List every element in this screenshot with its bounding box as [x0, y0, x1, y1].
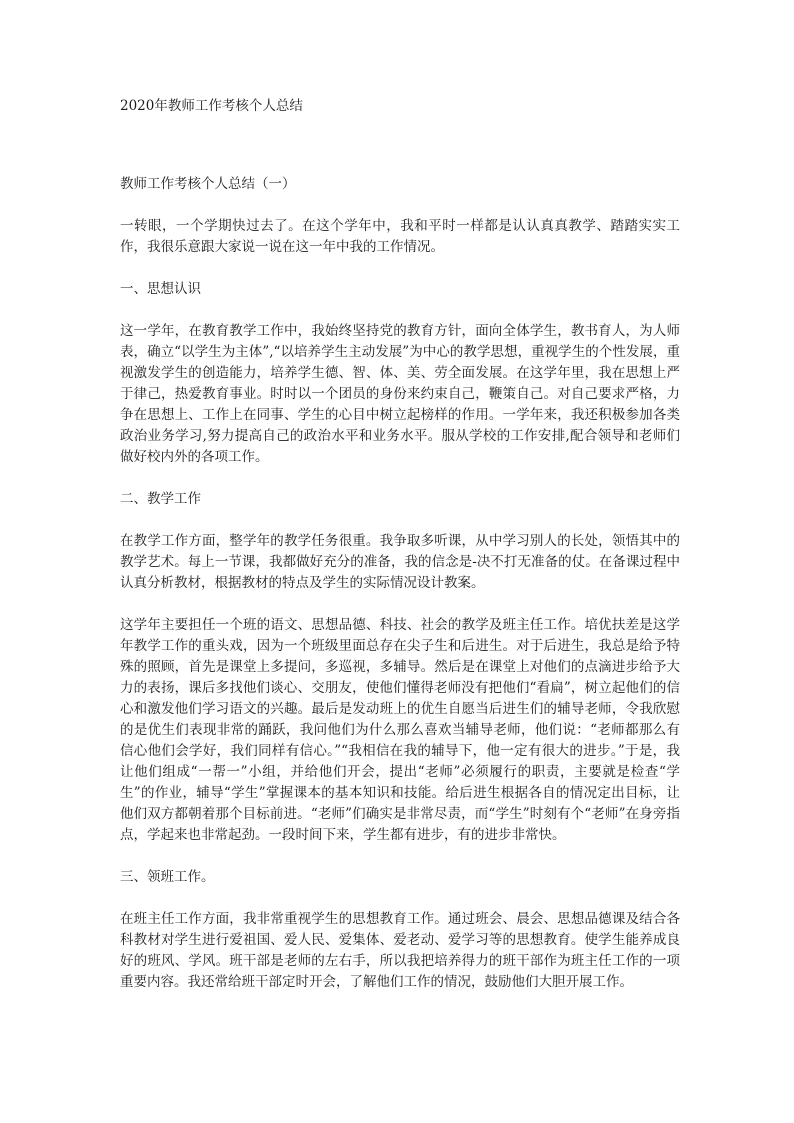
intro-paragraph: 一转眼，一个学期快过去了。在这个学年中，我和平时一样都是认认真真教学、踏踏实实工作，我很乐意跟大家说一说在这一年中我的工作情况。 [120, 218, 680, 255]
section-teaching-paragraph-1: 在教学工作方面，整学年的教学任务很重。我争取多听课，从中学习别人的长处，领悟其中的教学艺术。每上一节课，我都做好充分的准备，我的信念是-决不打无准备的仗。在备课过程中认真分析教材，根据教材的特点及学生的实际情况设计教案。 [120, 533, 680, 591]
section-teaching-paragraph-2: 这学年主要担任一个班的语文、思想品德、科技、社会的教学及班主任工作。培优扶差是这学年教学工作的重头戏，因为一个班级里面总存在尖子生和后进生。对于后进生，我总是给予特殊的照顾，首先是课堂上多提问，多巡视，多辅导。然后是在课堂上对他们的点滴进步给予大力的表扬，课后多找他们谈心、交朋友，使他们懂得老师没有把他们“看扁”，树立起他们的信心和激发他们学习语文的兴趣。最后是发动班上的优生自愿当后进生们的辅导老师，令我欣慰的是优生们表现非常的踊跃，我问他们为什么那么喜欢当辅导老师，他们说：“老师都那么有信心他们会学好，我们同样有信心。”“我相信在我的辅导下，他一定有很大的进步。”于是，我让他们组成“一帮一”小组，并给他们开会，提出“老师”必须履行的职责，主要就是检查“学生”的作业，辅导“学生”掌握课本的基本知识和技能。给后进生根据各自的情况定出目标，让他们双方都朝着那个目标前进。“老师”们确实是非常尽责，而“学生”时刻有个“老师”在身旁指点，学起来也非常起劲。一段时间下来，学生都有进步，有的进步非常快。 [120, 617, 680, 843]
section-thought-paragraph: 这一学年，在教育教学工作中，我始终坚持党的教育方针，面向全体学生，教书育人，为人师表，确立“以学生为主体”,“以培养学生主动发展”为中心的教学思想，重视学生的个性发展，重视激发学生的创造能力，培养学生德、智、体、美、劳全面发展。在这学年里，我在思想上严于律己，热爱教育事业。时时以一个团员的身份来约束自己，鞭策自己。对自己要求严格，力争在思想上、工作上在同事、学生的心目中树立起榜样的作用。一学年来，我还积极参加各类政治业务学习,努力提高自己的政治水平和业务水平。服从学校的工作安排,配合领导和老师们做好校内外的各项工作。 [120, 323, 680, 465]
document-subtitle: 教师工作考核个人总结（一） [120, 176, 296, 192]
section-heading-thought: 一、思想认识 [120, 281, 201, 297]
section-class-leading-paragraph: 在班主任工作方面，我非常重视学生的思想教育工作。通过班会、晨会、思想品德课及结合各科教材对学生进行爱祖国、爱人民、爱集体、爱老动、爱学习等的思想教育。使学生能养成良好的班风、学风。班干部是老师的左右手，所以我把培养得力的班干部作为班主任工作的一项重要内容。我还常给班干部定时开会，了解他们工作的情况，鼓励他们大胆开展工作。 [120, 911, 680, 990]
document-body [120, 174, 680, 1013]
section-heading-class-leading: 三、领班工作。 [120, 869, 215, 885]
document-title: 2020年教师工作考核个人总结 [120, 98, 303, 114]
section-heading-teaching: 二、教学工作 [120, 491, 201, 507]
